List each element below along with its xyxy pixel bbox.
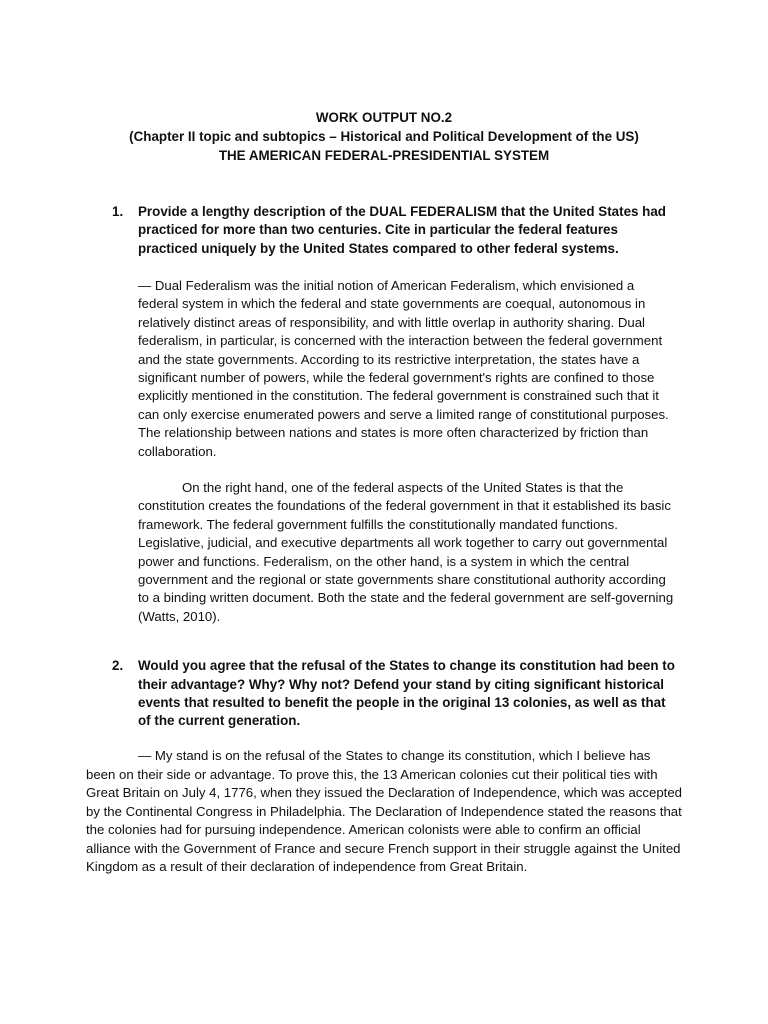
question-text: Provide a lengthy description of the DUAL FEDERALISM that the United States had practiced for more than two centuries. Cite in particular the federal features practiced uniquely by the United States compared to other federal systems. — [138, 204, 666, 256]
chapter-subtitle: (Chapter II topic and subtopics – Historical and Political Development of the US) — [129, 129, 639, 144]
question-number: 1. — [112, 204, 124, 219]
question-number: 2. — [112, 658, 124, 674]
answer-2-paragraph-1 — [86, 747, 682, 877]
document-header — [86, 108, 682, 165]
answer-1-paragraph-2 — [138, 479, 678, 626]
answer-1-paragraph-2-text: On the right hand, one of the federal aspects of the United States is that the constitution creates the foundations of the federal government in that it established its basic framework. The federal government fulfills the constitutionally mandated functions. Legislative, judicial, and executive departments all work together to carry out governmental power and functions. Federalism, on the other hand, is a system in which the central government and the regional or state governments share constitutional authority according to a binding written document. Both the state and the federal government are self-governing (Watts, 2010). — [138, 479, 674, 624]
answer-1-paragraph-1: — Dual Federalism was the initial notion of American Federalism, which envisioned a federal system in which the federal and state governments are coequal, autonomous in relatively distinct areas of responsibility, and with little overlap in authority sharing. Dual federalism, in particular, is concerned with the interaction between the federal government and the state governments. According to its restrictive interpretation, the states have a significant number of powers, while the federal government's rights are confined to those explicitly mentioned in the constitution. The federal government is constrained such that it can only exercise enumerated powers and serve a limited range of constitutional purposes. The relationship between nations and states is more often characterized by friction than collaboration. — [138, 277, 669, 459]
answer-2-paragraph-1-text: — My stand is on the refusal of the States to change its constitution, which I believe has been on their side or advantage. To prove this, the 13 American colonies cut their political ties with Great Britain on July 4, 1776, when they issued the Declaration of Independence, which was accepted by the Continental Congress in Philadelphia. The Declaration of Independence stated the reasons that the colonies had for pursuing independence. American colonists were able to confirm an official alliance with the Government of France and secure French support in their struggle against the United Kingdom as a result of their declaration of independence from Great Britain. — [86, 748, 683, 875]
question-1 — [86, 203, 682, 258]
system-title: THE AMERICAN FEDERAL-PRESIDENTIAL SYSTEM — [218, 148, 550, 163]
question-2 — [86, 657, 682, 730]
work-output-title: WORK OUTPUT NO.2 — [315, 110, 453, 125]
question-text: Would you agree that the refusal of the States to change its constitution had been to their advantage? Why? Why not? Defend your stand by citing significant historical events that resulted to benefit the people in the original 13 colonies, as well as that of the current generation. — [138, 658, 675, 729]
